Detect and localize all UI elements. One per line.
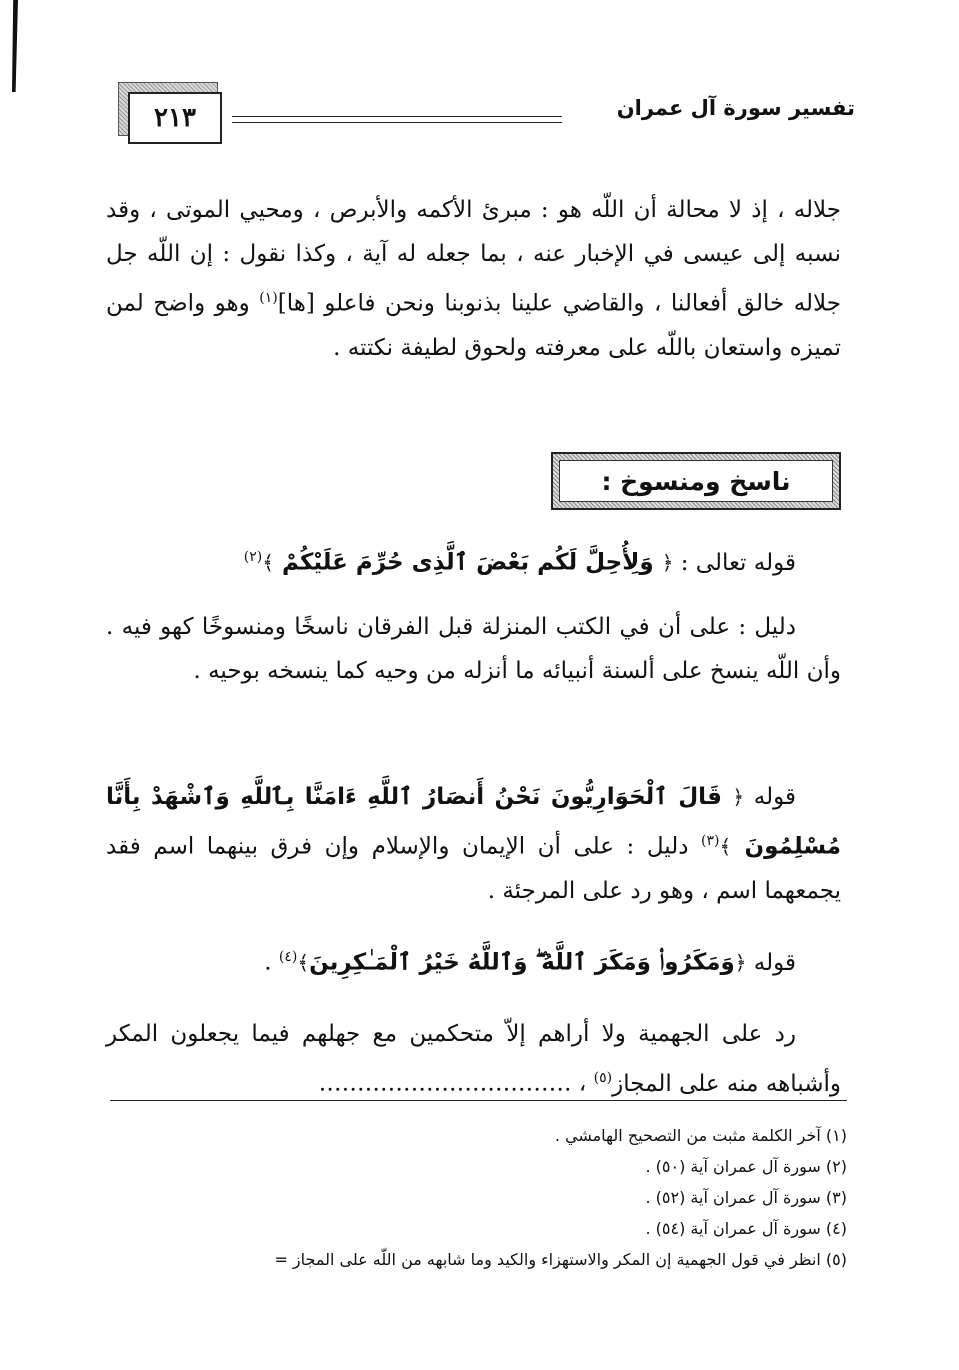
paragraph-6 — [106, 1012, 841, 1106]
verse-open-bracket: ﴿ — [661, 550, 674, 575]
verse-close-bracket: ﴾ — [262, 550, 274, 575]
quran-verse-54: وَمَكَرُوا۟ وَمَكَرَ ٱللَّهُ ۖ وَٱللَّهُ خَيْرُ ٱلْمَـٰكِرِينَ — [309, 949, 735, 976]
paragraph-4 — [106, 775, 841, 913]
verse-close-bracket: ﴾ — [297, 950, 310, 975]
verse-intro: قوله — [746, 949, 796, 976]
quran-verse-50: وَلِأُحِلَّ لَكُم بَعْضَ ٱلَّذِى حُرِّمَ عَلَيْكُمْ — [273, 549, 662, 576]
paragraph-1-text: جلاله ، إذ لا محالة أن اللّه هو : مبرئ الأكمه والأبرص ، ومحيي الموتى ، وقد نسبه إلى عيسى في الإخبار عنه ، بما جعله له آية ، وكذا نقول : إن اللّه جل جلاله خالق أفعالنا ، والقاضي علينا بذنوبنا ونحن فاعلو [ها] — [106, 197, 841, 317]
verse-close-bracket: ﴾ — [719, 834, 732, 859]
section-heading-box — [551, 452, 841, 510]
paragraph-6-text: رد على الجهمية ولا أراهم إلاّ متحكمين مع جهلهم فيما يجعلون المكر وأشباهه منه على المجاز — [106, 1021, 841, 1097]
footnote-ref-4: (٤) — [278, 949, 298, 965]
paragraph-3-text: دليل : على أن في الكتب المنزلة قبل الفرقان ناسخًا ومنسوخًا كهو فيه . وأن اللّه ينسخ على ألسنة أنبيائه ما أنزله من وحيه كما ينسخه بوحيه . — [106, 614, 841, 684]
page-number: ٢١٣ — [128, 92, 222, 144]
footnote-2: (٢) سورة آل عمران آية (٥٠) . — [645, 1157, 847, 1176]
paragraph-3 — [106, 605, 841, 693]
verse-intro: قوله تعالى : — [673, 549, 796, 576]
paragraph-6-tail: ، — [571, 1070, 594, 1097]
paragraph-2 — [106, 535, 841, 585]
verse-open-bracket: ﴿ — [734, 950, 747, 975]
footnote-ref-5: (٥) — [593, 1070, 613, 1086]
paragraph-5-tail: . — [264, 949, 279, 976]
footnote-4: (٤) سورة آل عمران آية (٥٤) . — [645, 1219, 847, 1238]
footnote-3: (٣) سورة آل عمران آية (٥٢) . — [645, 1188, 847, 1207]
footnote-ref-2: (٢) — [243, 549, 263, 565]
footnote-5: (٥) انظر في قول الجهمية إن المكر والاستهزاء والكيد وما شابهه من اللّه على المجاز = — [274, 1250, 847, 1269]
footnote-1: (١) آخر الكلمة مثبت من التصحيح الهامشي . — [554, 1126, 847, 1145]
ellipsis-dots: …………………………… — [318, 1070, 572, 1097]
quran-verse-52: قَالَ ٱلْحَوَارِيُّونَ نَحْنُ أَنصَارُ ٱللَّهِ ءَامَنَّا بِٱللَّهِ وَٱشْهَدْ بِأَنَّا مُسْلِمُونَ — [106, 784, 841, 860]
verse-open-bracket: ﴿ — [732, 785, 745, 809]
page-header — [110, 82, 855, 148]
section-heading: ناسخ ومنسوخ : — [559, 460, 833, 502]
header-rule — [232, 116, 562, 123]
paragraph-5 — [106, 935, 841, 985]
paragraph-1 — [106, 188, 841, 370]
verse-intro: قوله — [744, 784, 796, 810]
paragraph-4-tail: دليل : على أن الإيمان والإسلام وإن فرق بينهما اسم فقد يجمعهما اسم ، وهو رد على المرجئة . — [106, 833, 841, 904]
running-title: تفسير سورة آل عمران — [616, 96, 855, 120]
footnote-ref-1: (١) — [259, 290, 278, 306]
footnote-separator — [110, 1100, 847, 1101]
footnote-ref-3: (٣) — [701, 833, 720, 849]
page-edge-mark — [12, 0, 18, 92]
paragraph-1-tail: وهو واضح لمن تميزه واستعان باللّه على معرفته ولحوق لطيفة نكتته . — [106, 290, 841, 361]
footnotes — [110, 1120, 847, 1275]
